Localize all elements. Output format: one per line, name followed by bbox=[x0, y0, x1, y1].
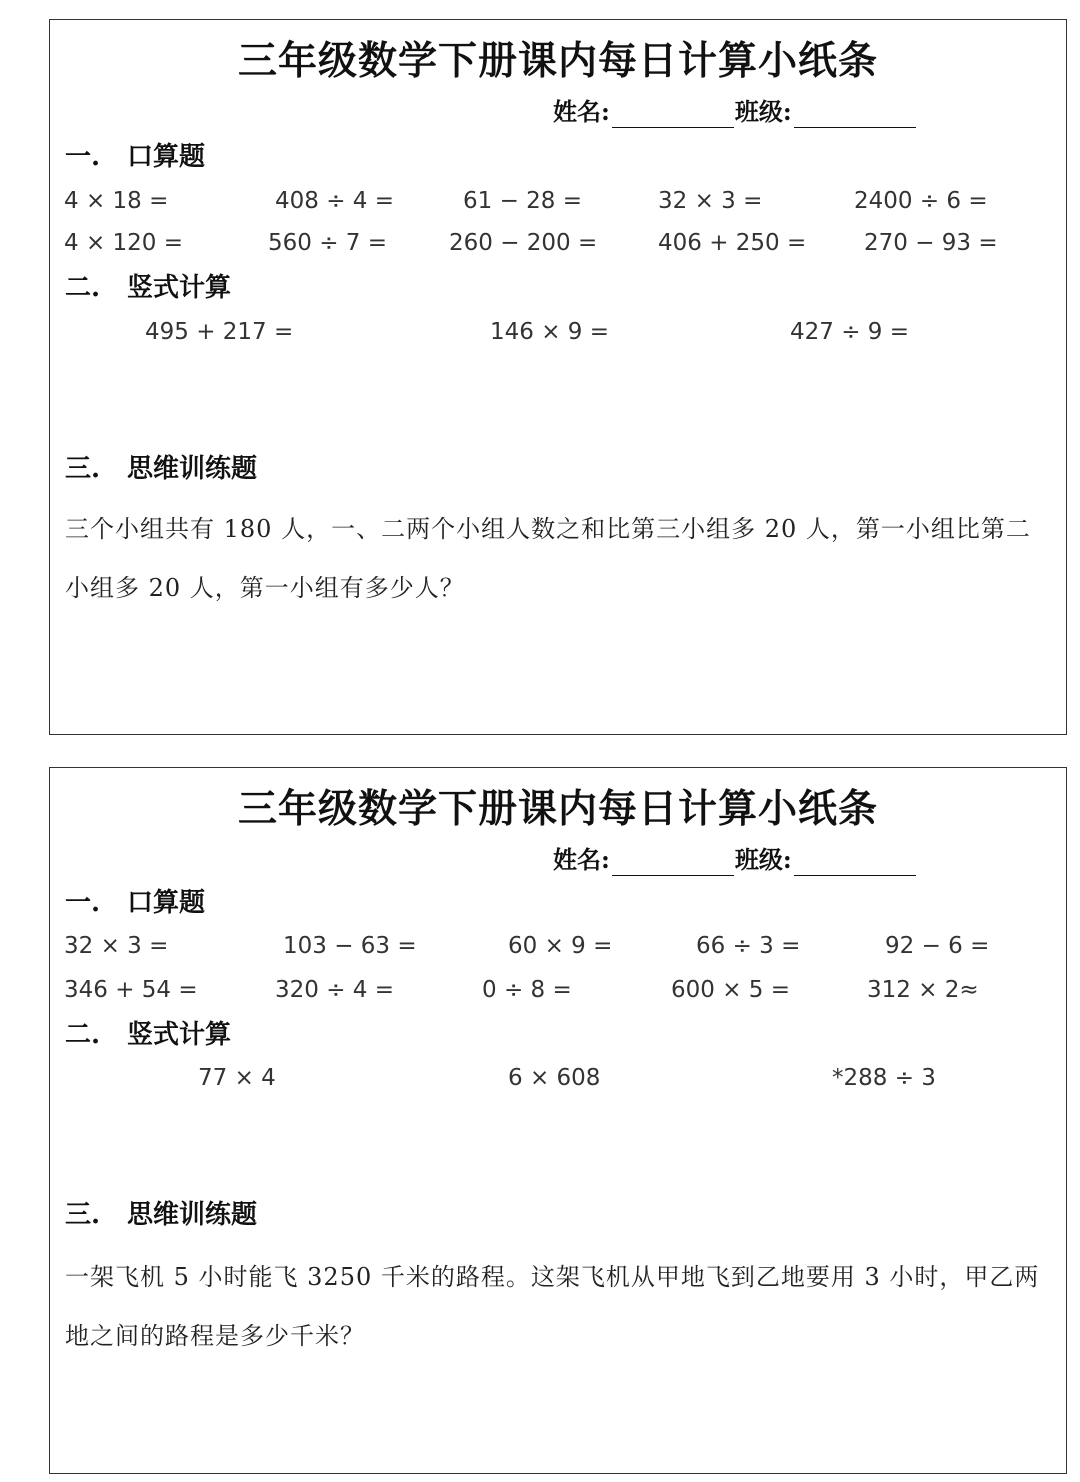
mental-math-problem: 270 − 93 = bbox=[864, 230, 998, 256]
name-blank[interactable] bbox=[612, 101, 734, 128]
mental-math-problem: 2400 ÷ 6 = bbox=[854, 188, 988, 214]
mental-math-row bbox=[50, 227, 1066, 259]
section-vertical-calculation bbox=[65, 271, 231, 305]
vertical-calculation-row bbox=[50, 1062, 1066, 1094]
mental-math-problem: 66 ÷ 3 = bbox=[696, 933, 801, 959]
section-number: 一. bbox=[65, 142, 101, 172]
word-problem: 三个小组共有 180 人，一、二两个小组人数之和比第三小组多 20 人，第一小组比第二小组多 20 人，第一小组有多少人？ bbox=[65, 515, 1031, 602]
name-blank[interactable] bbox=[612, 849, 734, 876]
class-blank[interactable] bbox=[794, 101, 916, 128]
mental-math-problem: 560 ÷ 7 = bbox=[268, 230, 388, 256]
class-blank[interactable] bbox=[794, 849, 916, 876]
name-label: 姓名: bbox=[553, 845, 610, 874]
word-problem: 一架飞机 5 小时能飞 3250 千米的路程。这架飞机从甲地飞到乙地要用 3 小时，甲乙两地之间的路程是多少千米？ bbox=[65, 1263, 1040, 1350]
mental-math-problem: 32 × 3 = bbox=[64, 933, 169, 959]
mental-math-row bbox=[50, 930, 1066, 962]
mental-math-problem: 346 + 54 = bbox=[64, 977, 198, 1003]
mental-math-problem: 32 × 3 = bbox=[658, 188, 763, 214]
mental-math-problem: 4 × 18 = bbox=[64, 188, 169, 214]
mental-math-problem: 103 − 63 = bbox=[283, 933, 417, 959]
mental-math-problem: 406 + 250 = bbox=[658, 230, 807, 256]
vertical-calculation-problem: *288 ÷ 3 bbox=[832, 1065, 936, 1091]
mental-math-row bbox=[50, 974, 1066, 1006]
vertical-calculation-problem: 77 × 4 bbox=[198, 1065, 276, 1091]
name-label: 姓名: bbox=[553, 97, 610, 126]
mental-math-problem: 260 − 200 = bbox=[449, 230, 598, 256]
section-number: 三. bbox=[65, 1200, 101, 1230]
section-label: 口算题 bbox=[127, 142, 206, 172]
vertical-calculation-problem: 146 × 9 = bbox=[490, 319, 610, 345]
mental-math-row bbox=[50, 185, 1066, 217]
section-label: 思维训练题 bbox=[127, 454, 258, 484]
slip-title: 三年级数学下册课内每日计算小纸条 bbox=[237, 786, 878, 832]
section-label: 竖式计算 bbox=[127, 273, 232, 303]
class-label: 班级: bbox=[734, 845, 792, 874]
section-number: 三. bbox=[65, 454, 101, 484]
mental-math-problem: 60 × 9 = bbox=[508, 933, 613, 959]
mental-math-problem: 600 × 5 = bbox=[671, 977, 791, 1003]
vertical-calculation-problem: 6 × 608 bbox=[508, 1065, 601, 1091]
mental-math-problem: 61 − 28 = bbox=[463, 188, 583, 214]
section-thinking-training bbox=[65, 1198, 257, 1232]
section-mental-math bbox=[65, 140, 205, 174]
section-number: 二. bbox=[65, 273, 101, 303]
student-info bbox=[553, 844, 917, 876]
calculation-slip-2 bbox=[49, 767, 1067, 1474]
mental-math-problem: 0 ÷ 8 = bbox=[482, 977, 572, 1003]
vertical-calculation-row bbox=[50, 316, 1066, 348]
section-vertical-calculation bbox=[65, 1018, 231, 1052]
section-label: 竖式计算 bbox=[127, 1020, 232, 1050]
mental-math-problem: 320 ÷ 4 = bbox=[275, 977, 395, 1003]
mental-math-problem: 92 − 6 = bbox=[885, 933, 990, 959]
calculation-slip-1 bbox=[49, 19, 1067, 735]
student-info bbox=[553, 96, 917, 128]
vertical-calculation-problem: 495 + 217 = bbox=[145, 319, 294, 345]
section-thinking-training bbox=[65, 452, 257, 486]
mental-math-problem: 408 ÷ 4 = bbox=[275, 188, 395, 214]
section-label: 口算题 bbox=[127, 888, 206, 918]
section-mental-math bbox=[65, 886, 205, 920]
section-label: 思维训练题 bbox=[127, 1200, 258, 1230]
section-number: 二. bbox=[65, 1020, 101, 1050]
mental-math-problem: 312 × 2≈ bbox=[867, 977, 979, 1003]
vertical-calculation-problem: 427 ÷ 9 = bbox=[790, 319, 910, 345]
section-number: 一. bbox=[65, 888, 101, 918]
mental-math-problem: 4 × 120 = bbox=[64, 230, 184, 256]
class-label: 班级: bbox=[734, 97, 792, 126]
slip-title: 三年级数学下册课内每日计算小纸条 bbox=[237, 38, 878, 84]
